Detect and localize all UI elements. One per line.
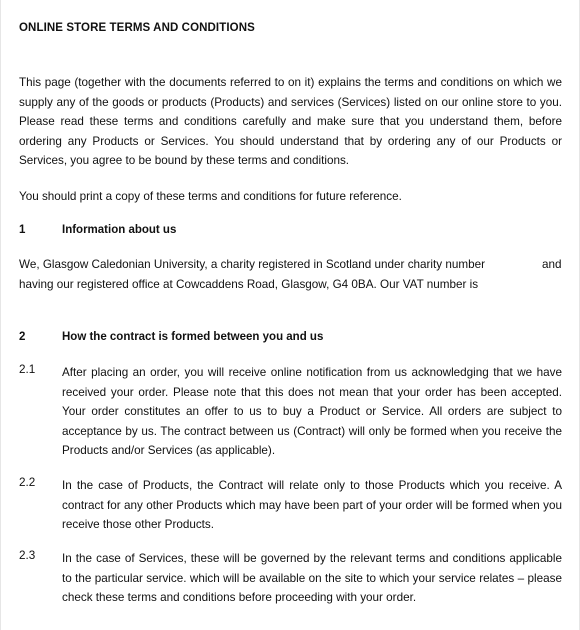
- section-1-title: Information about us: [62, 224, 177, 236]
- clause-number: 2.2: [19, 476, 36, 489]
- clause-number: 2.3: [19, 549, 36, 562]
- section-2-title: How the contract is formed between you and us: [62, 331, 324, 343]
- section-1-number: 1: [19, 224, 26, 236]
- clause-text: In the case of Services, these will be governed by the relevant terms and conditions applicable to the particular service. which will be available on the site to which your service relates – please check these terms and conditions before proceeding with your order.: [62, 552, 562, 605]
- info-line-1: We, Glasgow Caledonian University, a charity registered in Scotland under charity number: [19, 258, 485, 271]
- clause-text: After placing an order, you will receive online notification from us acknowledging that we have received your order. Please note that this does not mean that your order has been accepted. Your order constitutes an offer to us to buy a Product or Service. All orders are subject to acceptance by us. The contract between us (Contract) will only be formed when you receive the Products and/or Services (as applicable).: [62, 366, 562, 458]
- print-note-paragraph: You should print a copy of these terms and conditions for future reference.: [19, 190, 402, 203]
- clause-text: In the case of Products, the Contract will relate only to those Products which you receive. A contract for any other Products which may have been part of your order will be formed when you receive those other Products.: [62, 479, 562, 532]
- section-2-number: 2: [19, 331, 26, 343]
- intro-paragraph: This page (together with the documents referred to on it) explains the terms and conditions on which we supply any of the goods or products (Products) and services (Services) listed on our online store to you. Please read these terms and conditions carefully and make sure that you understand them, before ordering any Products or Services. You should understand that by ordering any of our Products or Services, you agree to be bound by these terms and conditions.: [19, 76, 562, 168]
- info-line-1-end: and: [542, 258, 562, 271]
- info-line-2: having our registered office at Cowcaddens Road, Glasgow, G4 0BA. Our VAT number is: [19, 278, 479, 291]
- document-title: ONLINE STORE TERMS AND CONDITIONS: [19, 22, 255, 34]
- clause-number: 2.1: [19, 363, 36, 376]
